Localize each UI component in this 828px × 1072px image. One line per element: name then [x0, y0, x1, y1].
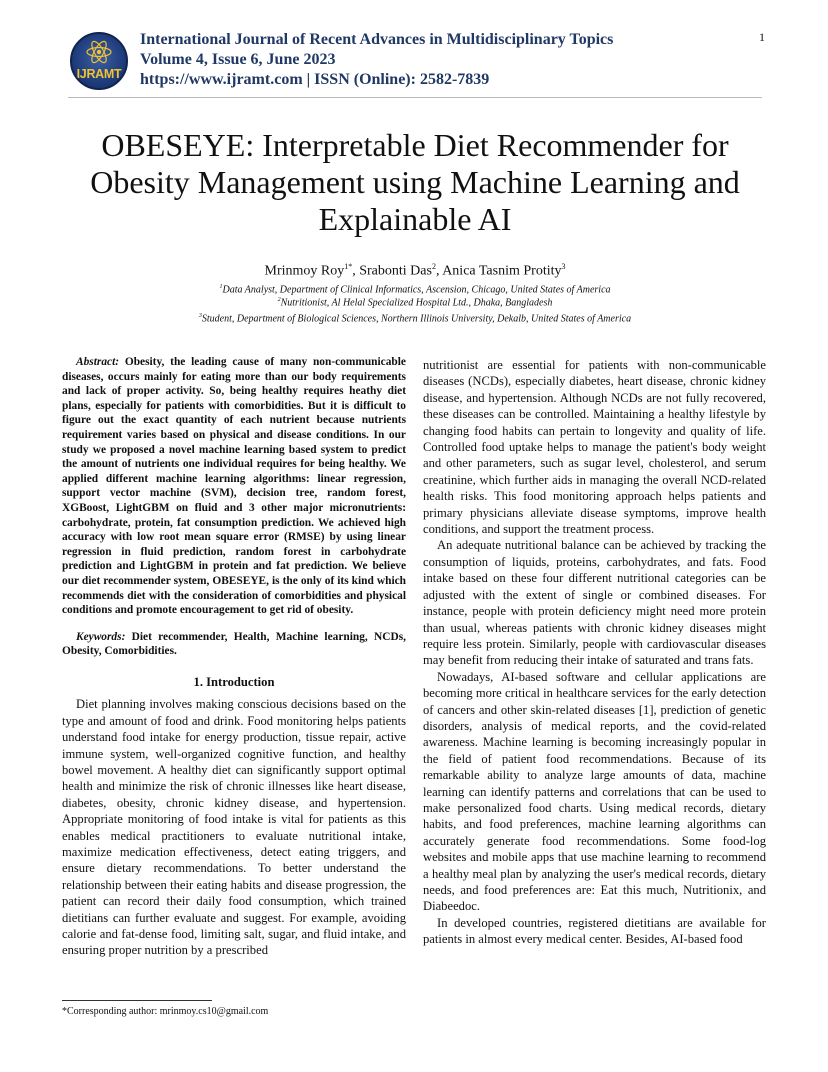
journal-info	[140, 30, 613, 90]
abstract: Abstract: Obesity, the leading cause of many non-communicable diseases, occurs mainly for eating more than our body requirements and lack of proper activity. So, being healthy requires heathy diet plans, especially for patients with comorbidities. But it is difficult to figure out the exact quantity of each nutrient because nutrients requirement varies based on physical and disease conditions. In our study we proposed a novel machine learning based system to predict the amount of nutrients one individual requires for being healthy. We applied different machine learning algorithms: linear regression, support vector machine (SVM), decision tree, random forest, XGBoost, LightGBM on fluid and 3 other major micronutrients: carbohydrate, protein, fat consumption prediction. We achieved high accuracy with low root mean square error (RMSE) by using linear regression in fluid prediction, random forest in carbohydrate prediction and LightGBM in protein and fat prediction. We believe our diet recommender system, OBESEYE, is the only of its kind which recommends diet with the consideration of comorbidities and physical conditions and promote encouragement to get rid of obesity.	[62, 356, 406, 617]
affiliation-text: Data Analyst, Department of Clinical Informatics, Ascension, Chicago, United States of America	[222, 284, 611, 296]
body-paragraph: Nowadays, AI-based software and cellular applications are becoming more critical in healthcare services for the early detection of cancers and other skin-related diseases [1], prediction of genetic disorders, analysis of medical reports, and the covid-related awareness. Machine learning is becoming increasingly popular in the field of patient food recommendations. Because of its remarkable ability to analyze large amounts of data, machine learning can identify patterns and correlations that can be used to make personalized food charts. Using medical records, dietary habits, and food preferences, machine learning algorithms can accurately generate food recommendations. Some food-log websites and mobile apps that use machine learning to recommend a healthy meal plan by analyzing the user's medical records, dietary needs, and food preferences are: Eat this much, Nutritionix, and Diabeedoc.	[423, 669, 766, 914]
paper-title: OBESEYE: Interpretable Diet Recommender for Obesity Management using Machine Learning and Explainable AI	[90, 127, 740, 237]
journal-name: International Journal of Recent Advances in Multidisciplinary Topics	[140, 31, 614, 48]
left-column	[62, 355, 406, 959]
affiliation	[90, 313, 740, 324]
abstract-label: Abstract	[76, 356, 116, 368]
author-name: Anica Tasnim Protity	[442, 263, 562, 279]
right-column	[423, 357, 766, 948]
page-number: 1	[759, 30, 765, 44]
body-paragraph: An adequate nutritional balance can be achieved by tracking the consumption of liquids, proteins, carbohydrates, and fats. Food intake based on these four different nutritional categories can be adjusted with the extent of single or combined diseases. For instance, people with protein deficiency might need more protein than usual, whereas patients with chronic kidney diseases might require less protein. Similarly, people with cardiovascular diseases may benefit from reducing their intake of saturated and trans fats.	[423, 538, 766, 668]
affiliation-text: Student, Department of Biological Sciences, Northern Illinois University, Dekalb, United States of America	[201, 313, 632, 325]
affiliation	[90, 284, 740, 295]
abstract-text: Obesity, the leading cause of many non-communicable diseases, occurs mainly for eating more than our body requirements and lack of proper activity. So, being healthy requires heathy diet plans, especially for patients with comorbidities. But it is difficult to figure out the exact quantity of each nutrient because nutrients requirement varies based on physical and disease conditions. In our study we proposed a novel machine learning based system to predict the amount of nutrients one individual requires for being healthy. We applied different machine learning algorithms: linear regression, support vector machine (SVM), decision tree, random forest, XGBoost, LightGBM on fluid and 3 other major micronutrients: carbohydrate, protein, fat consumption prediction. We achieved high accuracy with low root mean square error (RMSE) by using linear regression in fluid prediction, random forest in carbohydrate prediction and LightGBM in protein and fat prediction. We believe our diet recommender system, OBESEYE, is the only of its kind which recommends diet with the consideration of comorbidities and physical conditions and promote encouragement to get rid of obesity.	[62, 356, 406, 617]
journal-volume: Volume 4, Issue 6, June 2023	[140, 51, 336, 68]
footnote-divider	[62, 1000, 212, 1001]
author-mark: 1*	[344, 262, 353, 271]
journal-logo	[70, 32, 128, 90]
affiliation-text: Nutritionist, Al Helal Specialized Hospital Ltd., Dhaka, Bangladesh	[280, 297, 553, 309]
journal-header	[70, 28, 770, 94]
keywords: Keywords: Diet recommender, Health, Machine learning, NCDs, Obesity, Comorbidities.	[62, 630, 406, 658]
keywords-text: Diet recommender, Health, Machine learning, NCDs, Obesity, Comorbidities.	[62, 630, 406, 658]
author-name: Srabonti Das	[359, 263, 432, 279]
author-mark: 3	[561, 262, 566, 271]
body-paragraph: nutritionist are essential for patients with non-communicable diseases (NCDs), especially diabetes, heart disease, chronic kidney disease, and hypertension. Although NCDs are not fully recovered, these diseases can be controlled. Maintaining a healthy lifestyle by changing food habits can pertain to longevity and quality of life. Controlled food uptake helps to manage the patient's body weight and other parameters, such as sugar level, cholesterol, and serum creatinine, which further aids in managing the overall NCD-related health risks. This food monitoring approach helps patients and primary physicians alleviate disease symptoms, improve health conditions, and support the treatment process.	[423, 358, 766, 537]
author-mark: 2	[431, 262, 436, 271]
journal-url-issn: https://www.ijramt.com | ISSN (Online): 2582-7839	[140, 71, 490, 88]
affiliation-mark: 3	[198, 313, 202, 319]
section-heading: 1. Introduction	[193, 674, 275, 689]
author-list: Mrinmoy Roy$^{1*}$, Srabonti Das$^2$, Anica Tasnim Protity$^3$	[264, 262, 566, 279]
affiliation-mark: 1	[219, 284, 223, 290]
affiliation	[90, 297, 740, 308]
keywords-label: Keywords	[76, 630, 122, 643]
logo-text: IJRAMT	[76, 67, 122, 81]
corresponding-author-footnote: *Corresponding author: mrinmoy.cs10@gmail.com	[62, 1006, 269, 1017]
author-name: Mrinmoy Roy	[264, 263, 345, 279]
affiliation-mark: 2	[277, 297, 281, 303]
body-paragraph: In developed countries, registered dietitians are available for patients in almost every medical center. Besides, AI-based food	[423, 915, 766, 947]
body-paragraph: Diet planning involves making conscious decisions based on the type and amount of food and drink. Food monitoring helps patients understand food intake for energy production, tissue repair, active immune system, well-organized cognitive function, and healthy bowel movement. A healthy diet can significantly support optimal health and minimize the risk of chronic illnesses like heart disease, diabetes, obesity, chronic kidney disease, and hypertension. Appropriate monitoring of food intake is vital for patients as this enables medical practitioners to evaluate nutritional intake, maximize medication effectiveness, detect eating triggers, and ensure dietary recommendations. To better understand the relationship between their eating habits and disease progression, the patient can record their daily food consumption, which trained dietitians can further evaluate and suggest. For example, avoiding calorie and fat-dense food, limiting salt, sugar, and fluid intake, and ensuring proper nutrition by a prescribed	[62, 697, 406, 958]
header-divider	[68, 97, 762, 98]
